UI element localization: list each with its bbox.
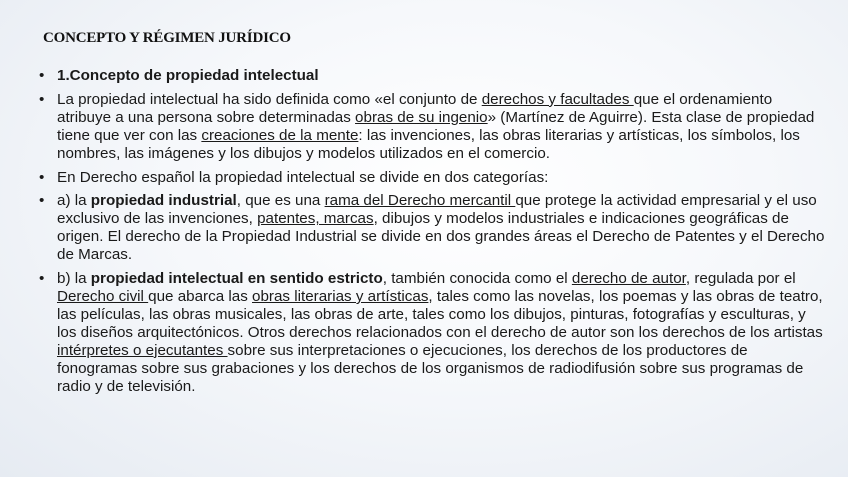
bold-text: propiedad industrial bbox=[90, 192, 237, 210]
bullet-list bbox=[36, 67, 826, 401]
body-text: a) la bbox=[57, 192, 91, 210]
hyperlink[interactable]: Derecho civil bbox=[57, 287, 149, 305]
bullet-item bbox=[36, 67, 826, 85]
body-text: , regulada por el bbox=[685, 270, 796, 288]
bullet-item bbox=[36, 192, 826, 264]
hyperlink[interactable]: obras literarias y artísticas bbox=[252, 287, 429, 305]
hyperlink[interactable]: intérpretes o ejecutantes bbox=[57, 341, 228, 359]
bullet-item bbox=[36, 169, 826, 187]
hyperlink[interactable]: rama del Derecho mercantil bbox=[324, 192, 516, 210]
bullet-dot-icon: • bbox=[39, 270, 45, 288]
bullet-item bbox=[36, 91, 826, 163]
hyperlink[interactable]: obras de su ingenio bbox=[355, 108, 488, 126]
body-text: sobre sus interpretaciones o ejecuciones, los derechos de los productores de fonogramas sobre sus grabaciones y los derechos de los organismos de radiodifusión sobre sus programas de radio y de televisión. bbox=[57, 341, 804, 395]
bullet-dot-icon: • bbox=[39, 168, 45, 186]
hyperlink[interactable]: creaciones de la mente bbox=[201, 126, 359, 144]
body-text: , dibujos y modelos industriales e indicaciones geográficas de origen. El derecho de la Propiedad Industrial se divide en dos grandes áreas el Derecho de Patentes y el Derecho de Marcas. bbox=[57, 210, 825, 264]
bullet-item bbox=[36, 270, 826, 395]
body-text: , que es una bbox=[236, 192, 325, 210]
body-text: En Derecho español la propiedad intelectual se divide en dos categorías: bbox=[57, 168, 549, 186]
body-text: que abarca las bbox=[148, 287, 253, 305]
body-text: » (Martínez de Aguirre). Esta clase de propiedad tiene que ver con las bbox=[57, 108, 815, 144]
bullet-dot-icon: • bbox=[39, 67, 45, 84]
bold-text: 1.Concepto de propiedad intelectual bbox=[57, 67, 319, 84]
body-text: b) la bbox=[57, 270, 91, 288]
body-text: que el ordenamiento atribuye a una persona sobre determinadas bbox=[57, 90, 773, 126]
body-text: La propiedad intelectual ha sido definida como «el conjunto de bbox=[57, 90, 482, 108]
bullet-dot-icon: • bbox=[39, 192, 45, 210]
body-text: que protege la actividad empresarial y el uso exclusivo de las invenciones, bbox=[57, 192, 817, 228]
bullet-dot-icon: • bbox=[39, 90, 45, 108]
body-text: , también conocida como el bbox=[382, 270, 572, 288]
slide-title: CONCEPTO Y RÉGIMEN JURÍDICO bbox=[43, 30, 291, 46]
body-text: : las invenciones, las obras literarias y artísticas, los símbolos, los nombres, las imágenes y los dibujos y modelos utilizados en el comercio. bbox=[57, 126, 800, 162]
bold-text: propiedad intelectual en sentido estricto bbox=[90, 270, 383, 288]
hyperlink[interactable]: derecho de autor bbox=[571, 270, 686, 288]
hyperlink[interactable]: patentes, marcas bbox=[257, 210, 374, 228]
body-text: , tales como las novelas, los poemas y las obras de teatro, las películas, las obras musicales, las obras de arte, tales como los dibujos, pinturas, fotografías y esculturas, y los diseños arquitectónicos. Otros derechos relacionados con el derecho de autor son los derechos de los artistas bbox=[57, 287, 823, 341]
hyperlink[interactable]: derechos y facultades bbox=[481, 90, 634, 108]
